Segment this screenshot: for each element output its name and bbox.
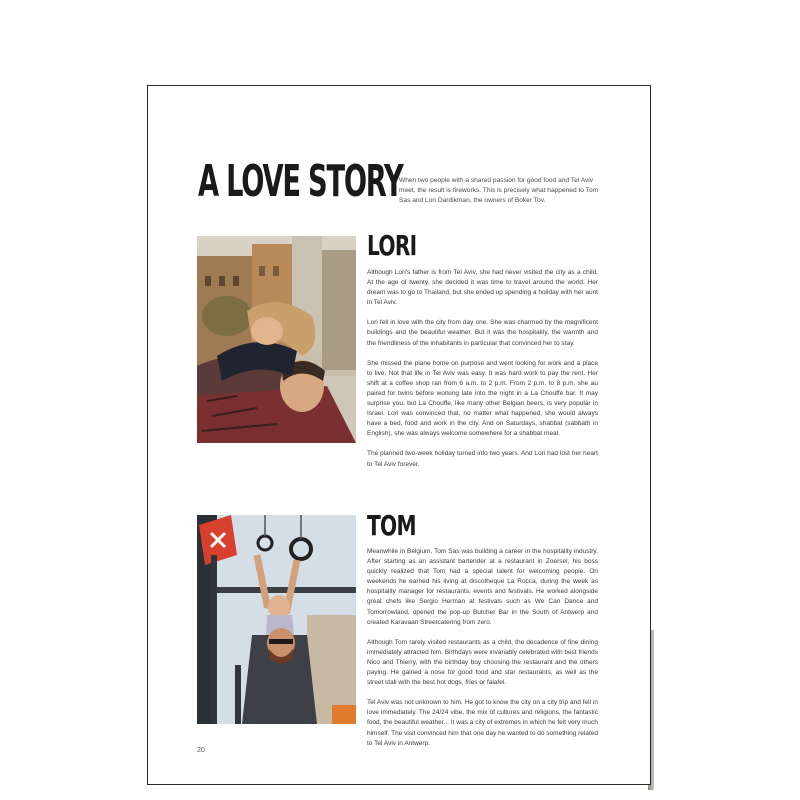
tom-heading: TOM (367, 509, 416, 542)
lori-paragraph: The planned two-week holiday turned into two years. And Lori had lost her heart to Tel Aviv forever. (367, 450, 598, 468)
lori-paragraph: Although Lori's father is from Tel Aviv, she had never visited the city as a child. At the age of twenty, she decided it was time to travel around the world. Her dream was to go to Thailand, but she ended up spending a holiday with her aunt in Tel Aviv. (367, 269, 598, 307)
tom-body (367, 547, 598, 759)
lori-paragraph: Lori fell in love with the city from day one. She was charmed by the magnificent buildings and the beautiful weather. But it was the hospitality, the warmth and the friendliness of the inhabitants in particular that convinced her to stay. (367, 319, 598, 347)
tom-paragraph: Although Tom rarely visited restaurants as a child, the decadence of fine dining immediately attracted him. Birthdays were invariably celebrated with best friends Nico and Thierry, with the birthday boy choosing the restaurant and the others paying. He gained a nose for good food and star restaurants, as well as the street stall with the best hot dogs, fries or falafel. (367, 638, 598, 687)
lori-body (367, 268, 598, 480)
lori-photo (197, 236, 356, 443)
page-number: 20 (197, 747, 205, 754)
tom-photo (197, 515, 356, 724)
tom-paragraph: Meanwhile in Belgium, Tom Sas was building a career in the hospitality industry. After starting as an assistant bartender at a restaurant in Zoersel, his boss quickly realized that Tom had a special talent for welcoming people. On weekends he earned his living at discotheque La Rocca, during the week as hospitality manager for restaurants, events and festivals. He worked alongside great chefs like Sergio Herman at festivals such as We Can Dance and Tomorrowland, opened the pop-up Butcher Bar in the South of Antwerp and created Karavaan Streetcatering from zero. (367, 548, 598, 626)
page-title: A LOVE STORY (198, 156, 403, 207)
intro-paragraph: When two people with a shared passion for good food and Tel Aviv meet, the result is fireworks. This is precisely what happened to Tom Sas and Lori Dardikman, the owners of Boker Tov. (399, 177, 599, 204)
tom-paragraph: Tel Aviv was not unknown to him. He got to know the city on a city trip and fell in love immediately. The 24/24 vibe, the mix of cultures and religions, the fantastic food, the beautiful weather... It was a city of extremes in which he felt very much himself. The visit convinced him that one day he wanted to do something related to Tel Aviv in Antwerp. (367, 699, 598, 747)
lori-heading: LORI (367, 229, 417, 262)
lori-paragraph: She missed the plane home on purpose and went looking for work and a place to live. Not that life in Tel Aviv was easy. It was hard work to pay the rent. Her shift at a coffee shop ran from 6 a.m. to 2 p.m. From 2 p.m. to 8 p.m. she au paired for twins before working late into the night in a La Chouffe bar. It may surprise you, but La Chouffe, like many other Belgian beers, is very popular in Israel. Lori was convinced that, no matter what happened, she would always have a bed, food and work in the city. And on Saturdays, shabbat (sabbath in English), she was always welcome somewhere for a shabbat meal. (367, 359, 598, 438)
magazine-page (147, 85, 651, 785)
